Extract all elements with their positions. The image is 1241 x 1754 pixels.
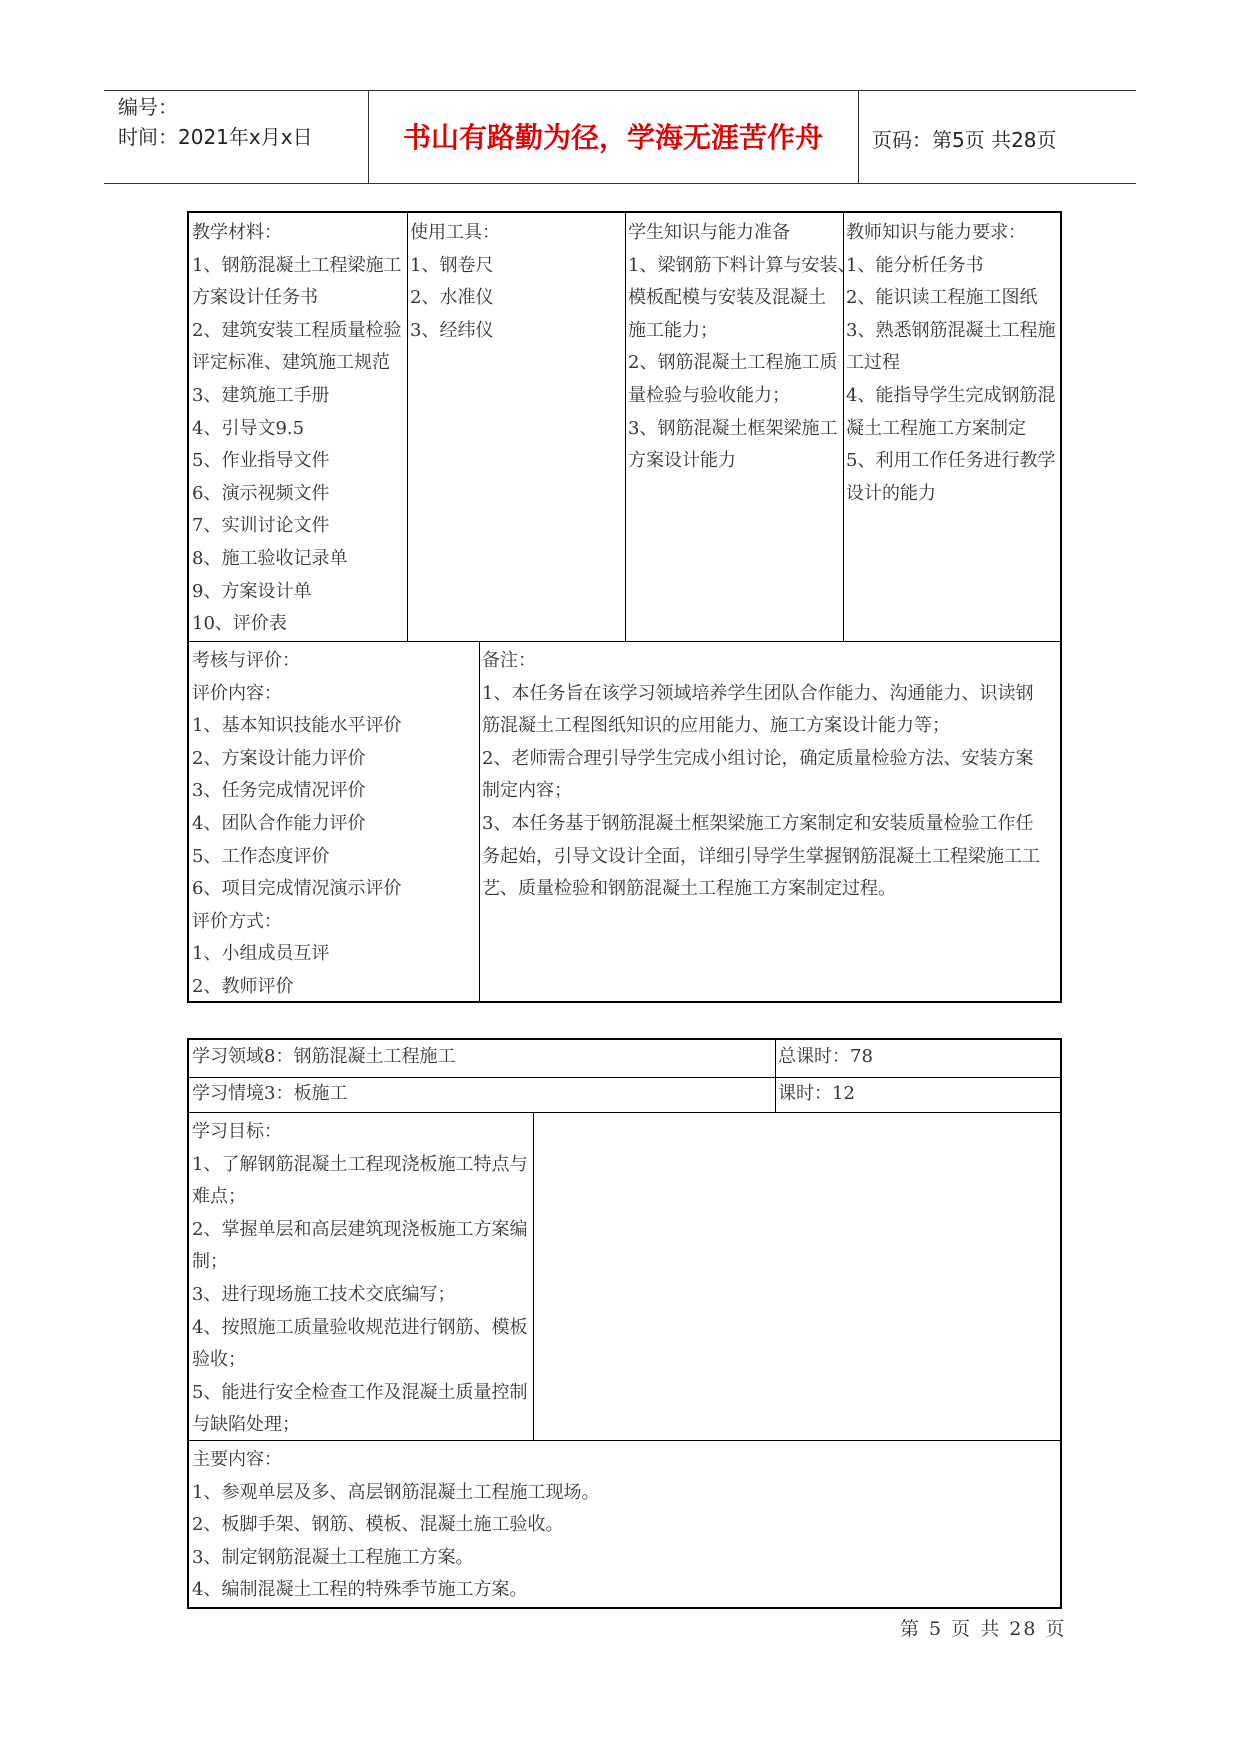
header-page-label: 页码：第5页 共28页 (872, 128, 1057, 152)
document-time-label: 时间：2021年x月x日 (118, 125, 313, 149)
list-item: 量检验与验收能力； (628, 384, 790, 406)
list-item: 4、编制混凝土工程的特殊季节施工方案。 (192, 1579, 528, 1601)
list-item: 务起始，引导文设计全面，详细引导学生掌握钢筋混凝土工程梁施工工 (482, 845, 1040, 867)
list-item: 6、项目完成情况演示评价 (192, 878, 402, 900)
list-item: 3、本任务基于钢筋混凝土框架梁施工方案制定和安装质量检验工作任 (482, 812, 1034, 834)
list-item: 10、评价表 (192, 613, 287, 635)
list-item: 1、参观单层及多、高层钢筋混凝土工程施工现场。 (192, 1481, 600, 1503)
list-item: 2、掌握单层和高层建筑现浇板施工方案编 (192, 1218, 528, 1240)
learning-domain-label: 学习领域8：钢筋混凝土工程施工 (192, 1046, 456, 1067)
list-item: 制定内容； (482, 780, 572, 802)
list-item: 1、本任务旨在该学习领域培养学生团队合作能力、沟通能力、识读钢 (482, 682, 1034, 704)
hours-label: 课时：12 (778, 1083, 855, 1104)
list-item: 1、钢卷尺 (410, 254, 494, 276)
list-item: 4、能指导学生完成钢筋混 (846, 384, 1056, 406)
learning-situation-cell (189, 1077, 775, 1111)
list-item: 设计的能力 (846, 482, 936, 504)
list-item: 3、经纬仪 (410, 319, 494, 341)
objectives-cell (189, 1112, 533, 1442)
list-item: 3、钢筋混凝土框架梁施工 (628, 417, 838, 439)
document-number-label: 编号： (118, 95, 178, 119)
learning-situation-label: 学习情境3：板施工 (192, 1083, 348, 1104)
list-item: 5、利用工作任务进行教学 (846, 450, 1056, 472)
learning-situation-table (187, 1038, 1062, 1609)
page-footer: 第 5 页 共 28 页 (900, 1618, 1067, 1640)
learning-domain-cell (189, 1040, 775, 1074)
objectives-empty-cell (533, 1112, 1060, 1116)
list-item: 方案设计能力 (628, 450, 736, 472)
list-item: 2、老师需合理引导学生完成小组讨论，确定质量检验方法、安装方案 (482, 747, 1034, 769)
teaching-resources-table (187, 211, 1062, 1003)
list-item: 2、建筑安装工程质量检验 (192, 319, 402, 341)
list-item: 4、团队合作能力评价 (192, 812, 366, 834)
tools-cell (407, 213, 625, 347)
list-item: 2、方案设计能力评价 (192, 747, 366, 769)
list-item: 凝土工程施工方案制定 (846, 417, 1026, 439)
tools-title: 使用工具： (410, 222, 500, 243)
list-item: 3、熟悉钢筋混凝土工程施 (846, 319, 1056, 341)
list-item: 模板配模与安装及混凝土 (628, 287, 826, 309)
list-item: 4、引导文9.5 (192, 417, 305, 439)
student-preparation-cell (625, 213, 856, 478)
total-hours-cell (775, 1040, 1060, 1074)
list-item: 2、水准仪 (410, 287, 494, 309)
header-meta (118, 92, 313, 152)
list-item: 7、实训讨论文件 (192, 515, 330, 537)
hours-cell (775, 1077, 1060, 1111)
list-item: 3、任务完成情况评价 (192, 780, 366, 802)
list-item: 1、基本知识技能水平评价 (192, 715, 402, 737)
list-item: 评价方式： (192, 910, 282, 932)
content-title: 主要内容： (192, 1449, 282, 1470)
list-item: 难点； (192, 1186, 246, 1208)
header-divider-right (858, 90, 859, 183)
col-divider (533, 1112, 534, 1440)
notes-cell (479, 641, 1061, 906)
list-item: 1、梁钢筋下料计算与安装、 (628, 254, 856, 276)
materials-title: 教学材料： (192, 222, 282, 243)
objectives-title: 学习目标： (192, 1121, 282, 1142)
main-content-cell (189, 1440, 1060, 1607)
list-item: 5、工作态度评价 (192, 845, 330, 867)
list-item: 4、按照施工质量验收规范进行钢筋、模板 (192, 1316, 528, 1338)
assessment-title: 考核与评价： (192, 650, 300, 671)
list-item: 工过程 (846, 352, 900, 374)
header-motto: 书山有路勤为径，学海无涯苦作舟 (402, 121, 823, 154)
list-item: 2、教师评价 (192, 975, 294, 997)
list-item: 制； (192, 1251, 228, 1273)
header-top-rule (104, 90, 1136, 91)
list-item: 5、能进行安全检查工作及混凝土质量控制 (192, 1381, 528, 1403)
list-item: 5、作业指导文件 (192, 450, 330, 472)
list-item: 3、建筑施工手册 (192, 384, 330, 406)
assessment-cell (189, 641, 479, 1004)
list-item: 筋混凝土工程图纸知识的应用能力、施工方案设计能力等； (482, 715, 950, 737)
list-item: 8、施工验收记录单 (192, 547, 348, 569)
list-item: 评定标准、建筑施工规范 (192, 352, 390, 374)
notes-title: 备注： (482, 650, 536, 671)
list-item: 1、钢筋混凝土工程梁施工 (192, 254, 402, 276)
materials-cell (189, 213, 407, 641)
list-item: 2、板脚手架、钢筋、模板、混凝土施工验收。 (192, 1514, 564, 1536)
list-item: 施工能力； (628, 319, 718, 341)
teacher-requirements-cell (843, 213, 1061, 510)
list-item: 3、进行现场施工技术交底编写； (192, 1283, 456, 1305)
total-hours-label: 总课时：78 (778, 1046, 873, 1067)
list-item: 评价内容： (192, 682, 282, 704)
list-item: 6、演示视频文件 (192, 482, 330, 504)
list-item: 2、钢筋混凝土工程施工质 (628, 352, 838, 374)
list-item: 1、了解钢筋混凝土工程现浇板施工特点与 (192, 1153, 528, 1175)
student-title: 学生知识与能力准备 (628, 222, 790, 243)
list-item: 2、能识读工程施工图纸 (846, 287, 1038, 309)
list-item: 验收； (192, 1349, 246, 1371)
header-bottom-rule (104, 183, 1136, 184)
list-item: 9、方案设计单 (192, 580, 312, 602)
list-item: 艺、质量检验和钢筋混凝土工程施工方案制定过程。 (482, 878, 896, 900)
list-item: 3、制定钢筋混凝土工程施工方案。 (192, 1546, 474, 1568)
list-item: 与缺陷处理； (192, 1414, 300, 1436)
list-item: 1、能分析任务书 (846, 254, 984, 276)
teacher-title: 教师知识与能力要求： (846, 222, 1026, 243)
list-item: 方案设计任务书 (192, 287, 318, 309)
list-item: 1、小组成员互评 (192, 943, 330, 965)
